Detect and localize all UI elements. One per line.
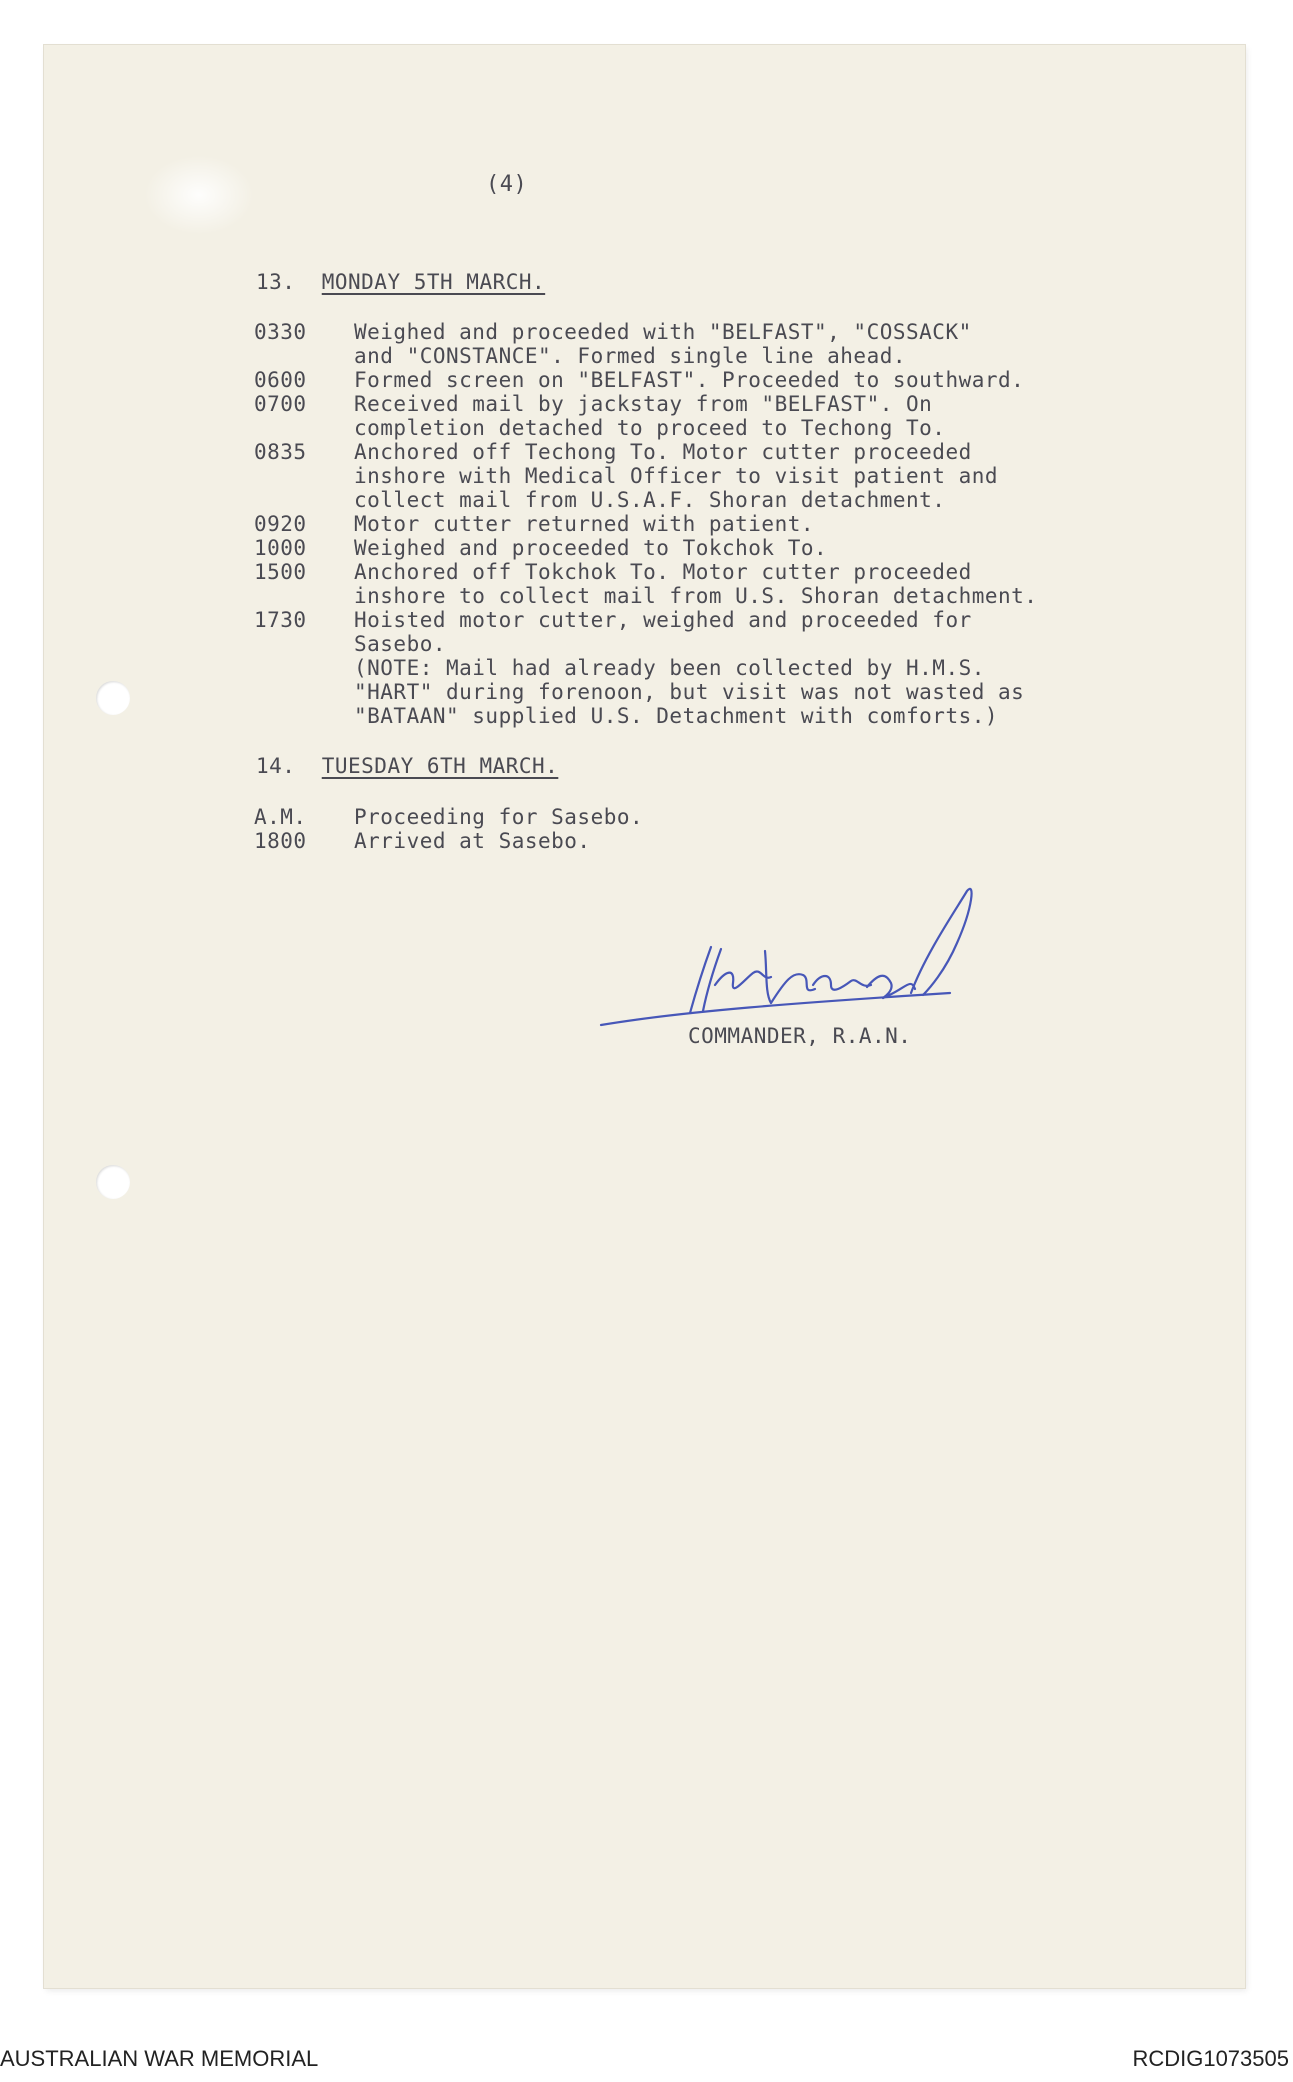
section-14-title: TUESDAY 6TH MARCH. (321, 754, 559, 778)
entry-time: 0600 (254, 368, 307, 392)
section-13-title: MONDAY 5TH MARCH. (321, 270, 546, 294)
entry-time: 0920 (254, 512, 307, 536)
entry-time: A.M. (254, 805, 307, 829)
log-entry (254, 608, 1134, 728)
log-entry (254, 536, 1134, 560)
page-number: (4) (486, 172, 528, 197)
entry-text: Proceeding for Sasebo. (354, 805, 644, 829)
log-entry (254, 560, 1134, 608)
entry-text: Hoisted motor cutter, weighed and proceeded for Sasebo. (NOTE: Mail had already been collected by H.M.S. "HART" during forenoon, but visit was not wasted as "BATAAN" supplied U.S. Detachment with comforts.) (354, 608, 1025, 728)
entry-time: 1000 (254, 536, 307, 560)
log-entry (254, 320, 1134, 368)
section-14-entries (254, 805, 1134, 853)
punch-hole-bottom (96, 1165, 130, 1199)
log-entry (254, 512, 1134, 536)
entry-text: Weighed and proceeded to Tokchok To. (354, 536, 828, 560)
entry-text: Arrived at Sasebo. (354, 829, 591, 853)
entry-text: Motor cutter returned with patient. (354, 512, 815, 536)
paper-stain (144, 155, 254, 235)
entry-time: 1730 (254, 608, 307, 632)
section-13-entries (254, 320, 1134, 728)
entry-text: Weighed and proceeded with "BELFAST", "COSSACK" and "CONSTANCE". Formed single line ahead. (354, 320, 972, 368)
entry-time: 1800 (254, 829, 307, 853)
log-entry (254, 392, 1134, 440)
entry-time: 1500 (254, 560, 307, 584)
footer-institution: AUSTRALIAN WAR MEMORIAL (0, 2046, 319, 2071)
log-entry (254, 805, 1134, 829)
entry-text: Formed screen on "BELFAST". Proceeded to southward. (354, 368, 1025, 392)
section-13-number: 13. (256, 270, 296, 294)
entry-time: 0330 (254, 320, 307, 344)
log-entry (254, 440, 1134, 512)
section-13-heading (256, 270, 545, 294)
log-entry (254, 368, 1134, 392)
entry-time: 0700 (254, 392, 307, 416)
entry-time: 0835 (254, 440, 307, 464)
entry-text: Received mail by jackstay from "BELFAST". On completion detached to proceed to Techong To. (354, 392, 946, 440)
section-14-heading (256, 754, 558, 778)
footer-record-id: RCDIG1073505 (1132, 2046, 1289, 2071)
log-entry (254, 829, 1134, 853)
entry-text: Anchored off Techong To. Motor cutter proceeded inshore with Medical Officer to visit patient and collect mail from U.S.A.F. Shoran detachment. (354, 440, 999, 512)
signatory-title: COMMANDER, R.A.N. (688, 1024, 912, 1048)
handwritten-signature (595, 885, 975, 1035)
section-14-number: 14. (256, 754, 296, 778)
punch-hole-top (96, 681, 130, 715)
entry-text: Anchored off Tokchok To. Motor cutter proceeded inshore to collect mail from U.S. Shoran detachment. (354, 560, 1038, 608)
